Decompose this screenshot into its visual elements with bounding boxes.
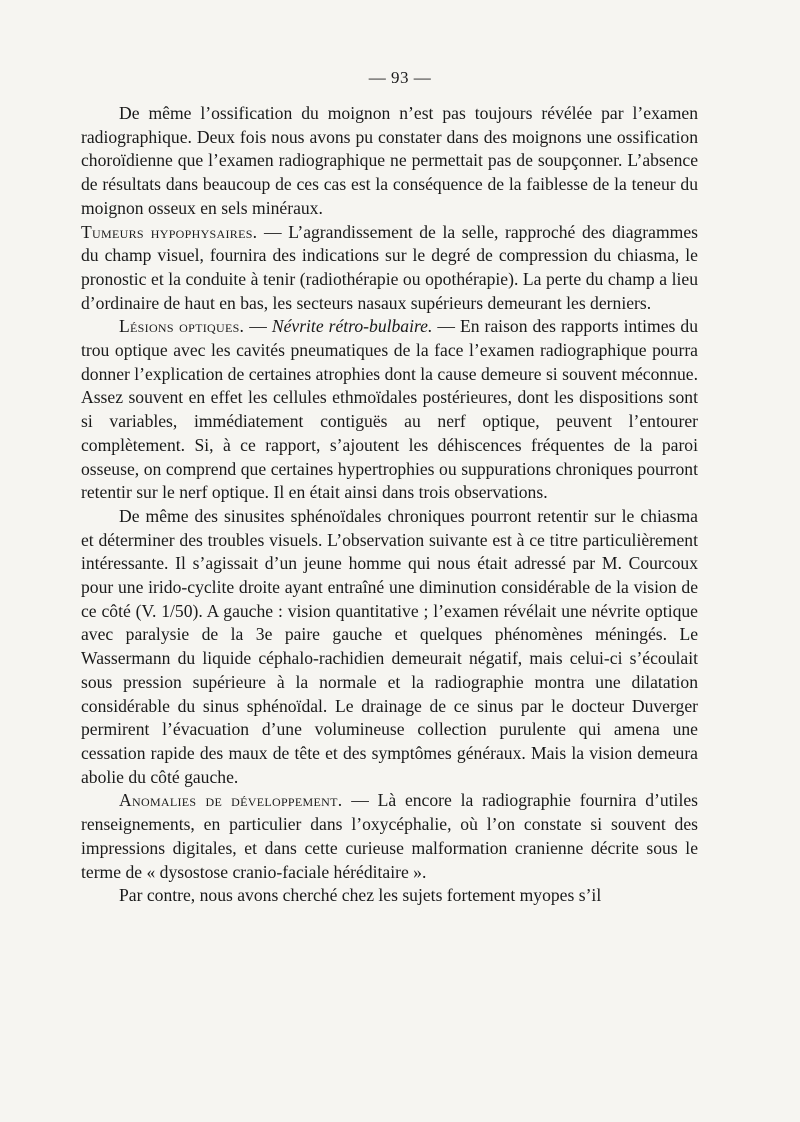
- paragraph-tumeurs-hypophysaires: [81, 221, 698, 316]
- section-heading-lesions-optiques: Lésions optiques.: [119, 316, 245, 337]
- paragraph-text: De même l’ossification du moignon n’est pas toujours révélée par l’examen radiographique. Deux fois nous avons pu constater dans des moignons une ossification choroïdienne que l’examen radiographique ne permettait pas de soupçonner. L’absence de résultats dans beaucoup de ces cas est la conséquence de la faiblesse de la teneur du moignon osseux en sels minéraux.: [81, 103, 698, 218]
- paragraph-text: — En raison des rapports intimes du trou optique avec les cavités pneumatiques de la face l’examen radiographique pourra donner l’explication de certaines atrophies dont la cause demeure si souvent méconnue. Assez souvent en effet les cellules ethmoïdales postérieures, dont les dispositions sont si variables, immédiatement contiguës au nerf optique, peuvent l’entourer complètement. Si, à ce rapport, s’ajoutent les déhiscences fréquentes de la paroi osseuse, on comprend que certaines hypertrophies ou suppurations chroniques pourront retentir sur le nerf optique. Il en était ainsi dans trois observations.: [81, 316, 698, 503]
- body-text: [81, 102, 698, 908]
- section-heading-anomalies-developpement: Anomalies de développement.: [119, 790, 343, 811]
- paragraph-moignon-ossification: [81, 102, 698, 221]
- subheading-nevrite-retro-bulbaire: Névrite rétro-bulbaire.: [271, 316, 433, 337]
- page-number: — 93 —: [368, 68, 432, 87]
- paragraph-text: De même des sinusites sphénoïdales chroniques pourront retentir sur le chiasma et déterminer des troubles visuels. L’observation suivante est à ce titre particulièrement intéressante. Il s’agissait d’un jeune homme qui nous était adressé par M. Courcoux pour une irido-cyclite droite ayant entraîné une diminution considérable de la vision de ce côté (V. 1/50). A gauche : vision quantitative ; l’examen révélait une névrite optique avec paralysie de la 3e paire gauche et quelques phénomènes méningés. Le Wassermann du liquide céphalo-rachidien demeurait négatif, mais celui-ci s’écoulait sous pression supérieure à la normale et la radiographie montra une dilatation considérable du sinus sphénoïdal. Le drainage de ce sinus par le docteur Duverger permirent l’évacuation d’une volumineuse collection purulente qui amena une cessation rapide des maux de tête et des symptômes généraux. Mais la vision demeura abolie du côté gauche.: [81, 505, 698, 787]
- paragraph-sinusites-sphenoidales: [81, 505, 698, 789]
- paragraph-lesions-optiques: [81, 315, 698, 505]
- paragraph-text: — L’agrandissement de la selle, rapproché des diagrammes du champ visuel, fournira des indications sur le degré de compression du chiasma, le pronostic et la conduite à tenir (radiothérapie ou opothérapie). La perte du champ a lieu d’ordinaire de haut en bas, les secteurs nasaux supérieurs demeurant les derniers.: [81, 221, 698, 313]
- paragraph-myopes: [81, 884, 698, 908]
- heading-separator: —: [244, 316, 272, 337]
- paragraph-text: — Là encore la radiographie fournira d’utiles renseignements, en particulier dans l’oxycéphalie, où l’on constate si souvent des impressions digitales, et dans cette curieuse malformation cranienne décrite sous le terme de « dysostose cranio-faciale héréditaire ».: [81, 790, 698, 882]
- paragraph-anomalies-developpement: [81, 789, 698, 884]
- section-heading-tumeurs-hypophysaires: Tumeurs hypophysaires.: [81, 221, 258, 242]
- paragraph-text: Par contre, nous avons cherché chez les sujets fortement myopes s’il: [119, 885, 602, 906]
